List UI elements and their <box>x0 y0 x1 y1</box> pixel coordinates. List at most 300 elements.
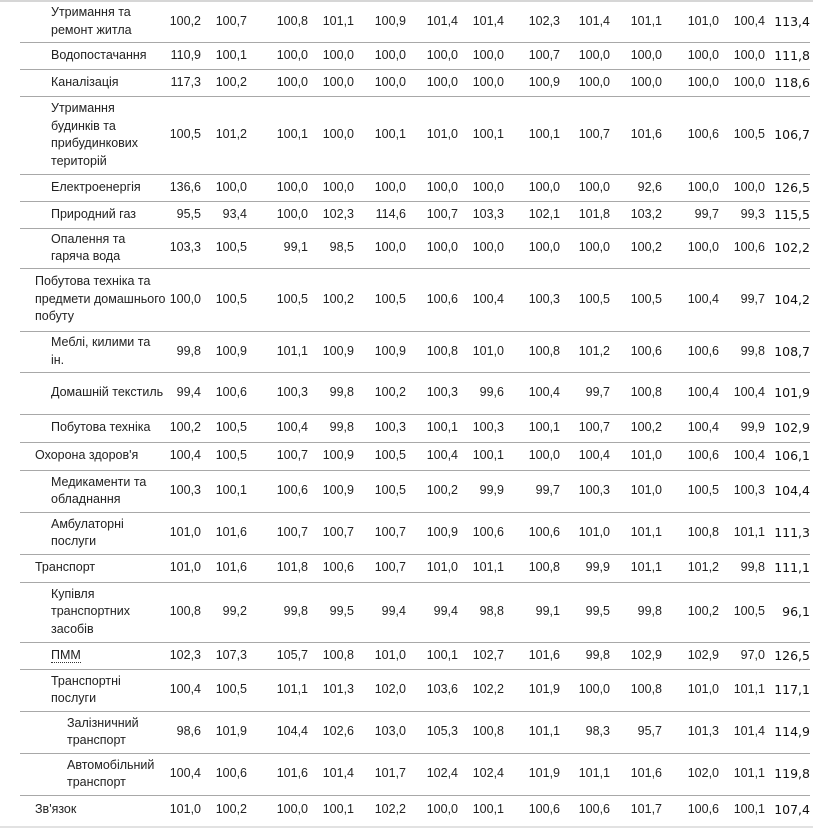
cell-value: 100,0 <box>406 42 458 69</box>
cell-value: 101,7 <box>630 801 662 816</box>
table-row <box>20 414 810 442</box>
cell-value: 101,8 <box>247 554 308 582</box>
row-label: Опалення та гаряча вода <box>20 228 166 268</box>
cell-value: 100,0 <box>426 801 458 816</box>
cell-total: 104,2 <box>765 268 810 331</box>
cell-value: 100,4 <box>662 414 719 442</box>
cell-value: 100,2 <box>662 582 719 642</box>
cell-total: 115,5 <box>765 201 810 228</box>
cell-value: 100,5 <box>201 442 247 470</box>
cell-value: 100,0 <box>406 174 458 201</box>
cell-value: 101,0 <box>354 642 406 669</box>
cell-value: 100,0 <box>719 69 765 96</box>
cell-value: 100,5 <box>662 470 719 512</box>
cell-value: 100,2 <box>215 801 247 816</box>
cell-value: 102,6 <box>308 711 354 753</box>
table-row <box>20 174 810 201</box>
cell-value: 101,1 <box>560 753 610 795</box>
cell-total: 126,5 <box>765 642 810 669</box>
table-row <box>20 554 810 582</box>
cell-total: 118,6 <box>765 69 810 96</box>
row-label: Автомобільний транспорт <box>20 753 166 795</box>
cell-value: 101,6 <box>201 554 247 582</box>
cell-value: 104,4 <box>247 711 308 753</box>
cell-value: 99,5 <box>560 582 610 642</box>
cell-value: 100,4 <box>504 372 560 414</box>
cell-value: 100,8 <box>247 2 308 42</box>
cell-value: 100,0 <box>247 69 308 96</box>
cell-value: 100,0 <box>458 69 504 96</box>
row-label: Транспорт <box>20 554 166 582</box>
cell-value: 101,6 <box>247 753 308 795</box>
cell-value: 100,8 <box>458 711 504 753</box>
cell-value: 100,6 <box>247 470 308 512</box>
cell-value: 100,6 <box>504 512 560 554</box>
cell-value: 102,2 <box>374 801 406 816</box>
table-row <box>20 795 810 823</box>
cell-value: 102,0 <box>662 753 719 795</box>
cell-total: 106,1 <box>765 442 810 470</box>
cell-value: 99,8 <box>610 582 662 642</box>
cell-value: 101,1 <box>719 669 765 711</box>
cell-value: 100,0 <box>719 174 765 201</box>
cell-value: 100,0 <box>662 42 719 69</box>
cell-value: 100,7 <box>201 2 247 42</box>
cell-value: 100,0 <box>308 42 354 69</box>
cell-value: 101,1 <box>610 2 662 42</box>
cell-value: 100,1 <box>406 642 458 669</box>
cell-value: 100,5 <box>201 228 247 268</box>
table-row <box>20 372 810 414</box>
cell-value: 100,1 <box>406 414 458 442</box>
cell-value: 100,0 <box>354 69 406 96</box>
cell-value: 103,2 <box>610 201 662 228</box>
cell-value: 100,6 <box>719 228 765 268</box>
cell-value: 101,0 <box>169 801 201 816</box>
cell-value: 100,8 <box>504 331 560 372</box>
cell-value: 98,6 <box>166 711 201 753</box>
cell-total: 102,9 <box>765 414 810 442</box>
cell-value: 100,5 <box>610 268 662 331</box>
cell-value: 100,5 <box>166 96 201 174</box>
cell-value: 101,1 <box>247 331 308 372</box>
cell-value: 100,0 <box>504 174 560 201</box>
cell-value: 99,1 <box>504 582 560 642</box>
table-row <box>20 96 810 174</box>
cell-value: 99,4 <box>166 372 201 414</box>
cell-value: 100,1 <box>733 801 765 816</box>
table-row <box>20 470 810 512</box>
cell-value: 100,5 <box>719 96 765 174</box>
cell-value: 100,9 <box>201 331 247 372</box>
cell-value: 102,3 <box>308 201 354 228</box>
cell-value: 101,9 <box>504 669 560 711</box>
cell-value: 100,0 <box>504 228 560 268</box>
cell-value: 100,0 <box>354 42 406 69</box>
table-row <box>20 669 810 711</box>
table-row <box>20 642 810 669</box>
cell-value: 100,2 <box>308 268 354 331</box>
cell-value: 100,0 <box>406 69 458 96</box>
cell-value: 101,6 <box>610 96 662 174</box>
cell-value: 100,5 <box>201 268 247 331</box>
table-row <box>20 512 810 554</box>
cell-value: 101,2 <box>560 331 610 372</box>
cell-value: 117,3 <box>166 69 201 96</box>
cell-value: 100,0 <box>662 174 719 201</box>
cell-value: 100,0 <box>610 42 662 69</box>
row-label: Домашній текстиль <box>20 372 166 414</box>
cell-value: 100,1 <box>458 96 504 174</box>
cell-value: 100,0 <box>560 69 610 96</box>
cell-value: 101,1 <box>247 669 308 711</box>
cell-value: 100,3 <box>406 372 458 414</box>
row-label: Водопостачання <box>20 42 166 69</box>
cell-value: 100,4 <box>719 372 765 414</box>
table-row <box>20 331 810 372</box>
cell-value: 101,6 <box>504 642 560 669</box>
cell-value: 100,1 <box>458 442 504 470</box>
cell-value: 100,0 <box>560 42 610 69</box>
cell-value: 100,6 <box>528 801 560 816</box>
cell-total: 108,7 <box>765 331 810 372</box>
table-row <box>20 2 810 42</box>
cell-value: 100,1 <box>322 801 354 816</box>
cell-value: 100,1 <box>201 42 247 69</box>
cell-total: 96,1 <box>765 582 810 642</box>
cell-total: 111,3 <box>765 512 810 554</box>
cell-total: 106,7 <box>765 96 810 174</box>
cell-value: 100,0 <box>719 42 765 69</box>
cell-value: 99,2 <box>201 582 247 642</box>
abbreviation[interactable]: ПММ <box>51 647 81 662</box>
cell-value: 95,7 <box>610 711 662 753</box>
cell-value: 102,4 <box>458 753 504 795</box>
cell-value: 100,4 <box>166 753 201 795</box>
row-label: Амбулаторні послуги <box>20 512 166 554</box>
cell-value: 100,2 <box>406 470 458 512</box>
cell-value: 101,8 <box>560 201 610 228</box>
cell-value: 100,3 <box>504 268 560 331</box>
cell-value: 101,0 <box>662 2 719 42</box>
cell-value: 100,6 <box>406 268 458 331</box>
cell-value: 101,2 <box>662 554 719 582</box>
cell-value: 100,4 <box>458 268 504 331</box>
cell-value: 103,3 <box>458 201 504 228</box>
cell-total: 119,8 <box>765 753 810 795</box>
cell-value: 100,0 <box>560 174 610 201</box>
cell-total: 113,4 <box>765 2 810 42</box>
table-row <box>20 582 810 642</box>
row-label: Купівля транспортних засобів <box>20 582 166 642</box>
cell-value: 100,0 <box>247 42 308 69</box>
table-row <box>20 268 810 331</box>
cell-value: 100,8 <box>610 372 662 414</box>
cell-value: 101,3 <box>662 711 719 753</box>
cell-value: 101,1 <box>719 753 765 795</box>
cell-value: 103,0 <box>354 711 406 753</box>
cell-value: 100,6 <box>662 96 719 174</box>
cell-value: 100,0 <box>560 228 610 268</box>
row-label: Медикаменти та обладнання <box>20 470 166 512</box>
cell-value: 100,1 <box>247 96 308 174</box>
cell-value: 100,0 <box>458 42 504 69</box>
cell-value: 100,9 <box>354 331 406 372</box>
cell-value: 100,9 <box>308 470 354 512</box>
cell-value: 100,8 <box>166 582 201 642</box>
cell-value: 102,0 <box>354 669 406 711</box>
row-label: Побутова техніка <box>20 414 166 442</box>
cell-total: 101,9 <box>765 372 810 414</box>
cell-value: 101,3 <box>308 669 354 711</box>
cell-value: 93,4 <box>201 201 247 228</box>
cell-value: 110,9 <box>166 42 201 69</box>
row-label: Каналізація <box>20 69 166 96</box>
cell-value: 100,7 <box>247 512 308 554</box>
cell-value: 100,7 <box>247 442 308 470</box>
cell-value: 101,6 <box>201 512 247 554</box>
cell-value: 100,9 <box>406 512 458 554</box>
cell-value: 101,0 <box>610 470 662 512</box>
cell-value: 99,8 <box>308 414 354 442</box>
cell-value: 100,9 <box>504 69 560 96</box>
cell-value: 101,1 <box>308 2 354 42</box>
cell-value: 101,9 <box>201 711 247 753</box>
table-body <box>20 2 810 823</box>
cell-value: 100,6 <box>201 372 247 414</box>
cell-value: 101,0 <box>560 512 610 554</box>
cell-value: 100,2 <box>354 372 406 414</box>
cell-value: 103,3 <box>166 228 201 268</box>
cell-value: 100,2 <box>166 414 201 442</box>
cell-value: 100,1 <box>504 96 560 174</box>
cell-value: 102,9 <box>610 642 662 669</box>
cell-value: 102,7 <box>458 642 504 669</box>
cell-value: 100,5 <box>354 442 406 470</box>
cell-value: 100,4 <box>166 442 201 470</box>
cell-value: 101,1 <box>610 512 662 554</box>
cell-value: 101,1 <box>719 512 765 554</box>
cell-value: 100,0 <box>247 174 308 201</box>
cell-value: 100,6 <box>687 801 719 816</box>
table-row <box>20 201 810 228</box>
cell-value: 100,6 <box>662 331 719 372</box>
cell-value: 100,3 <box>458 414 504 442</box>
cell-total: 111,8 <box>765 42 810 69</box>
cell-value: 100,1 <box>354 96 406 174</box>
cell-value: 101,1 <box>610 554 662 582</box>
cell-value: 100,9 <box>308 331 354 372</box>
cell-value: 99,6 <box>458 372 504 414</box>
cell-value: 99,9 <box>458 470 504 512</box>
cell-value: 100,9 <box>308 442 354 470</box>
cell-total: 117,1 <box>765 669 810 711</box>
cell-value: 100,0 <box>406 228 458 268</box>
cell-value: 100,1 <box>472 801 504 816</box>
cell-value: 102,1 <box>504 201 560 228</box>
cell-value: 99,8 <box>166 331 201 372</box>
cell-total: 126,5 <box>765 174 810 201</box>
cell-value: 100,4 <box>662 372 719 414</box>
cell-value: 100,0 <box>166 268 201 331</box>
cell-value: 100,6 <box>308 554 354 582</box>
cell-value: 100,8 <box>406 331 458 372</box>
cell-value: 98,3 <box>560 711 610 753</box>
price-index-table <box>20 2 810 823</box>
bottom-divider <box>0 826 813 828</box>
cell-value: 100,5 <box>354 470 406 512</box>
cell-value: 92,6 <box>610 174 662 201</box>
cell-value: 100,4 <box>560 442 610 470</box>
cell-value: 101,2 <box>201 96 247 174</box>
cell-value: 100,0 <box>458 174 504 201</box>
cell-value: 102,3 <box>166 642 201 669</box>
cell-value: 100,0 <box>662 228 719 268</box>
cell-value: 100,0 <box>276 801 308 816</box>
cell-value: 100,5 <box>354 268 406 331</box>
cell-value: 95,5 <box>166 201 201 228</box>
row-label: Побутова техніка та предмети домашнього побуту <box>20 268 166 331</box>
cell-value: 136,6 <box>166 174 201 201</box>
cell-value: 99,4 <box>354 582 406 642</box>
cell-value: 100,8 <box>662 512 719 554</box>
table-row <box>20 711 810 753</box>
cell-value: 100,6 <box>610 331 662 372</box>
cell-value: 99,8 <box>247 582 308 642</box>
cell-total: 111,1 <box>765 554 810 582</box>
cell-value: 100,2 <box>201 69 247 96</box>
cell-value: 99,7 <box>504 470 560 512</box>
cell-value: 100,0 <box>201 174 247 201</box>
cell-value: 100,4 <box>406 442 458 470</box>
cell-value: 99,7 <box>560 372 610 414</box>
cell-value: 100,5 <box>201 414 247 442</box>
cell-total: 114,9 <box>765 711 810 753</box>
cell-value: 100,4 <box>719 2 765 42</box>
cell-value: 100,7 <box>504 42 560 69</box>
cell-value: 99,4 <box>406 582 458 642</box>
cell-value: 100,4 <box>719 442 765 470</box>
cell-value: 102,4 <box>406 753 458 795</box>
cell-value: 100,1 <box>504 414 560 442</box>
cell-value: 99,8 <box>308 372 354 414</box>
cell-value: 101,0 <box>610 442 662 470</box>
row-label: Природний газ <box>20 201 166 228</box>
cell-total: 107,4 <box>774 801 810 817</box>
cell-value: 100,4 <box>662 268 719 331</box>
cell-value: 101,0 <box>458 331 504 372</box>
cell-total: 104,4 <box>765 470 810 512</box>
cell-value: 99,3 <box>719 201 765 228</box>
row-label: Залізничний транспорт <box>20 711 166 753</box>
cell-value: 98,8 <box>458 582 504 642</box>
cell-value: 99,8 <box>719 331 765 372</box>
cell-value: 99,5 <box>308 582 354 642</box>
cell-value: 100,6 <box>662 442 719 470</box>
cell-value: 99,7 <box>719 268 765 331</box>
row-label: Утримання будинків та прибудинкових територій <box>20 96 166 174</box>
cell-value: 100,8 <box>504 554 560 582</box>
cell-value: 101,9 <box>504 753 560 795</box>
cell-value: 100,5 <box>719 582 765 642</box>
cell-value: 100,2 <box>166 2 201 42</box>
row-label: Меблі, килими та ін. <box>20 331 166 372</box>
cell-value: 101,4 <box>560 2 610 42</box>
cell-value: 100,0 <box>308 96 354 174</box>
cell-value: 100,3 <box>354 414 406 442</box>
table-row <box>20 69 810 96</box>
cell-value: 99,8 <box>560 642 610 669</box>
cell-value: 101,7 <box>354 753 406 795</box>
cell-value: 103,6 <box>406 669 458 711</box>
cell-value: 100,6 <box>458 512 504 554</box>
row-label: Утримання та ремонт житла <box>20 2 166 42</box>
cell-value: 101,4 <box>308 753 354 795</box>
row-label: Електроенергія <box>20 174 166 201</box>
cell-value: 100,5 <box>201 669 247 711</box>
row-label <box>20 642 166 669</box>
cell-value: 100,4 <box>247 414 308 442</box>
cell-value: 100,4 <box>166 669 201 711</box>
cell-value: 101,1 <box>504 711 560 753</box>
cell-value: 100,0 <box>308 69 354 96</box>
cell-value: 102,3 <box>504 2 560 42</box>
cell-value: 100,0 <box>662 69 719 96</box>
cell-value: 100,6 <box>201 753 247 795</box>
cell-value: 100,2 <box>610 414 662 442</box>
cell-value: 99,8 <box>719 554 765 582</box>
cell-value: 101,4 <box>406 2 458 42</box>
cell-value: 100,8 <box>308 642 354 669</box>
cell-value: 100,3 <box>560 470 610 512</box>
row-label: Зв'язок <box>35 801 77 816</box>
cell-value: 105,3 <box>406 711 458 753</box>
cell-value: 100,1 <box>201 470 247 512</box>
cell-value: 101,0 <box>406 554 458 582</box>
cell-value: 100,3 <box>719 470 765 512</box>
cell-value: 100,7 <box>308 512 354 554</box>
table-row <box>20 753 810 795</box>
cell-value: 101,1 <box>458 554 504 582</box>
cell-value: 105,7 <box>247 642 308 669</box>
cell-value: 101,4 <box>719 711 765 753</box>
cell-value: 100,0 <box>458 228 504 268</box>
cell-value: 100,0 <box>308 174 354 201</box>
cell-value: 100,9 <box>354 2 406 42</box>
cell-value: 101,6 <box>610 753 662 795</box>
cell-value: 101,4 <box>458 2 504 42</box>
cell-total: 102,2 <box>765 228 810 268</box>
cell-value: 100,7 <box>560 96 610 174</box>
cell-value: 100,0 <box>247 201 308 228</box>
row-label: Охорона здоров'я <box>20 442 166 470</box>
cell-value: 101,0 <box>166 512 201 554</box>
cell-value: 100,2 <box>610 228 662 268</box>
table-row <box>20 442 810 470</box>
cell-value: 100,7 <box>406 201 458 228</box>
cell-value: 114,6 <box>354 201 406 228</box>
cell-value: 99,7 <box>662 201 719 228</box>
cell-value: 100,0 <box>504 442 560 470</box>
row-label: Транспортні послуги <box>20 669 166 711</box>
cell-value: 101,0 <box>166 554 201 582</box>
cell-value: 100,0 <box>354 228 406 268</box>
cell-value: 100,5 <box>560 268 610 331</box>
cell-value: 100,3 <box>247 372 308 414</box>
cell-value: 100,6 <box>578 801 610 816</box>
cell-value: 102,9 <box>662 642 719 669</box>
cell-value: 100,8 <box>610 669 662 711</box>
